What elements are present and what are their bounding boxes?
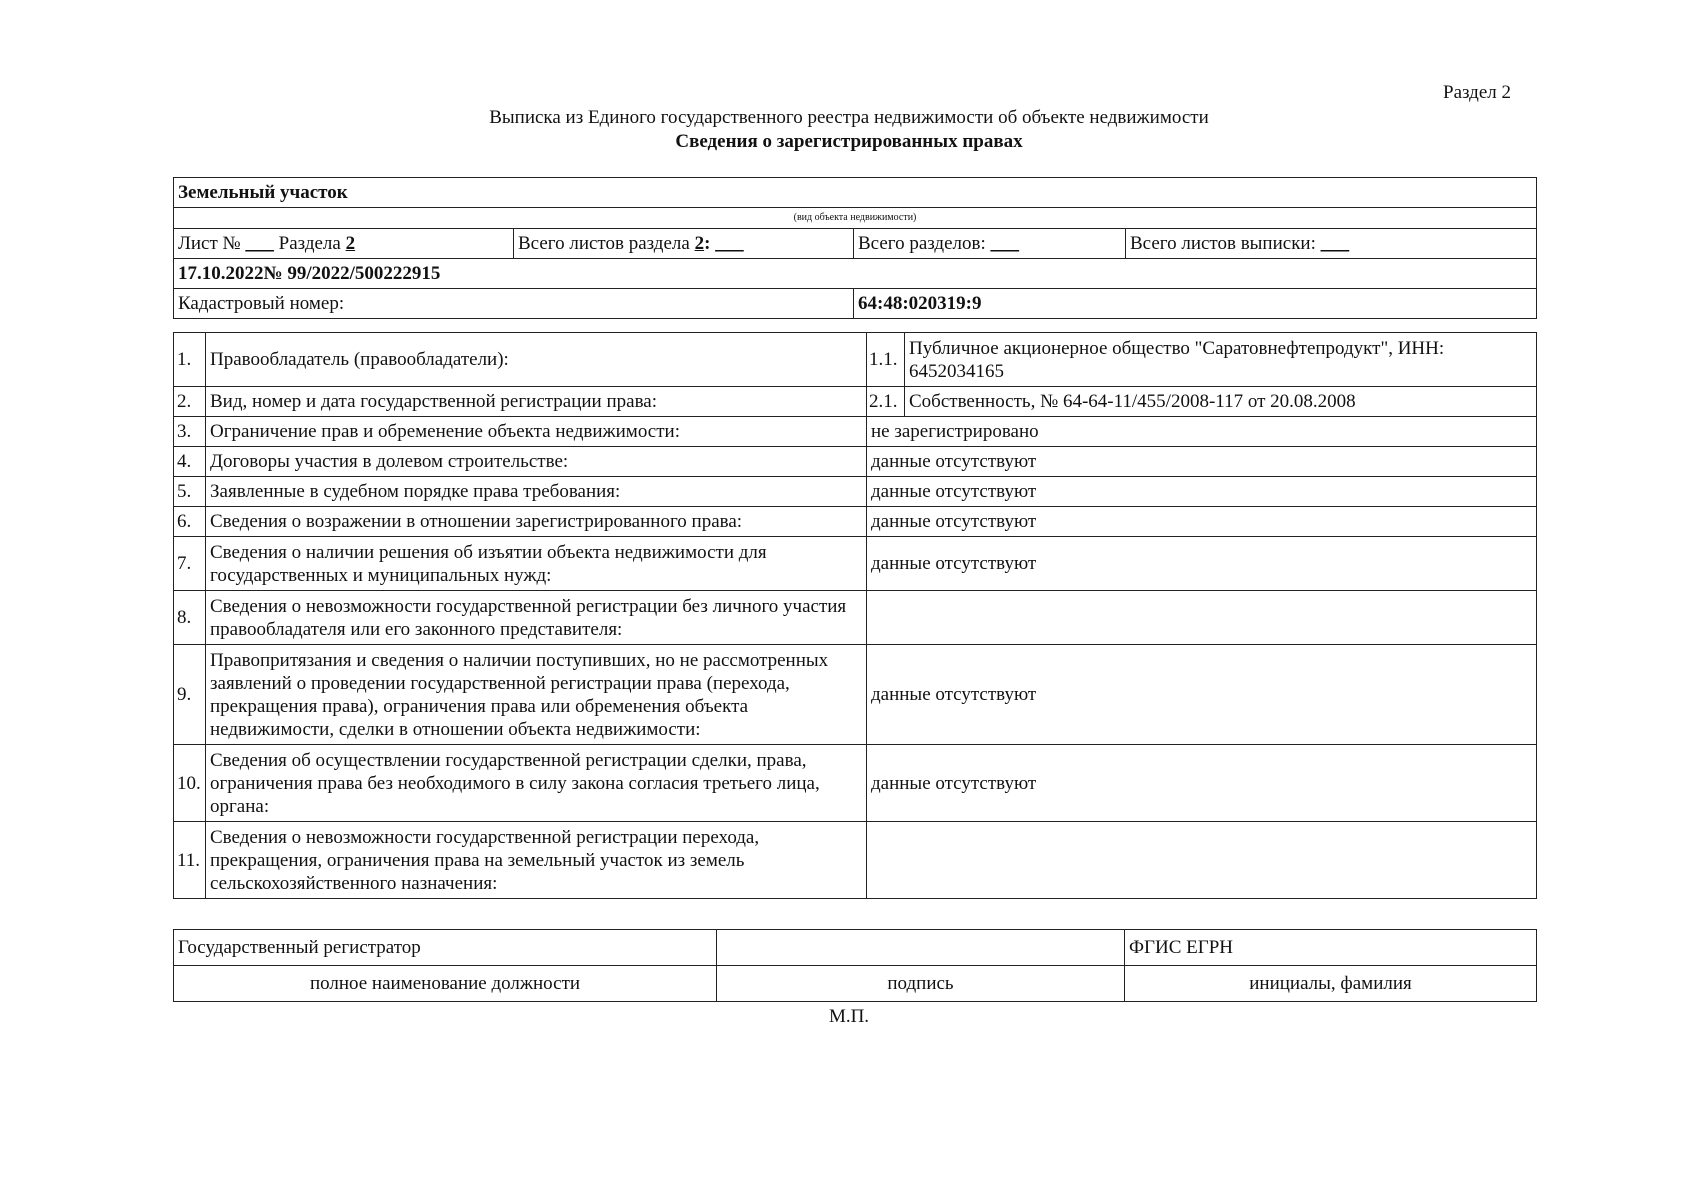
section-value: 2: [345, 233, 356, 254]
row-number: 10.: [174, 745, 206, 822]
row-label: Сведения о невозможности государственной регистрации без личного участия правообладателя или его законного представителя:: [206, 591, 867, 645]
title-block: [0, 106, 1698, 154]
row-label: Сведения об осуществлении государственной регистрации сделки, права, ограничения права без необходимого в силу закона согласия третьего лица, органа:: [206, 745, 867, 822]
row-label: Сведения о наличии решения об изъятии объекта недвижимости для государственных и муниципальных нужд:: [206, 537, 867, 591]
date-number: 17.10.2022№ 99/2022/500222915: [174, 259, 1537, 289]
signature-caption: подпись: [717, 966, 1125, 1002]
table-row: [174, 447, 1537, 477]
row-value: [867, 822, 1537, 899]
row-number: 6.: [174, 507, 206, 537]
row-number: 11.: [174, 822, 206, 899]
signature-table: [173, 929, 1537, 1002]
table-row: [174, 507, 1537, 537]
object-kind-caption: (вид объекта недвижимости): [174, 208, 1537, 229]
row-label: Правообладатель (правообладатели):: [206, 333, 867, 387]
table-row: [174, 591, 1537, 645]
row-number: 2.: [174, 387, 206, 417]
name-caption: инициалы, фамилия: [1125, 966, 1537, 1002]
document-subtitle: Сведения о зарегистрированных правах: [675, 131, 1023, 152]
table-row: [174, 333, 1537, 387]
cadastral-value: 64:48:020319:9: [854, 289, 1537, 319]
registrar-name: ФГИС ЕГРН: [1125, 930, 1537, 966]
total-sheets-extract-cell: [1126, 229, 1537, 259]
row-number: 9.: [174, 645, 206, 745]
row-number: 7.: [174, 537, 206, 591]
rights-table: [173, 332, 1537, 899]
row-value: данные отсутствуют: [867, 745, 1537, 822]
table-row: [174, 745, 1537, 822]
row-value: Собственность, № 64-64-11/455/2008-117 от 20.08.2008: [905, 387, 1537, 417]
registrar-position: Государственный регистратор: [174, 930, 717, 966]
position-caption: полное наименование должности: [174, 966, 717, 1002]
total-sheets-extract-label: Всего листов выписки:: [1130, 233, 1316, 254]
row-label: Заявленные в судебном порядке права требования:: [206, 477, 867, 507]
row-number: 4.: [174, 447, 206, 477]
row-value: Публичное акционерное общество "Саратовнефтепродукт", ИНН: 6452034165: [905, 333, 1537, 387]
total-sheets-section-label: Всего листов раздела: [518, 233, 690, 254]
row-value: данные отсутствуют: [867, 645, 1537, 745]
row-subnumber: 2.1.: [867, 387, 905, 417]
header-table: [173, 177, 1537, 319]
row-number: 8.: [174, 591, 206, 645]
row-label: Ограничение прав и обременение объекта недвижимости:: [206, 417, 867, 447]
row-number: 3.: [174, 417, 206, 447]
sheet-number-blank: ___: [245, 233, 274, 254]
stamp-label: М.П.: [828, 1006, 870, 1027]
row-label: Договоры участия в долевом строительстве:: [206, 447, 867, 477]
row-value: данные отсутствуют: [867, 507, 1537, 537]
section-label: Раздела: [278, 233, 341, 254]
total-sections-label: Всего разделов:: [858, 233, 986, 254]
table-row: [174, 387, 1537, 417]
row-value: [867, 591, 1537, 645]
total-sheets-extract-blank: ___: [1320, 233, 1350, 254]
registrar-signature: [717, 930, 1125, 966]
row-subnumber: 1.1.: [867, 333, 905, 387]
row-label: Сведения о возражении в отношении зарегистрированного права:: [206, 507, 867, 537]
total-sections-cell: [854, 229, 1126, 259]
row-label: Вид, номер и дата государственной регистрации права:: [206, 387, 867, 417]
table-row: [174, 477, 1537, 507]
table-row: [174, 417, 1537, 447]
total-sections-blank: ___: [990, 233, 1020, 254]
row-value: данные отсутствуют: [867, 447, 1537, 477]
total-sheets-section-blank: ___: [715, 233, 744, 254]
row-value: данные отсутствуют: [867, 477, 1537, 507]
table-row: [174, 645, 1537, 745]
row-number: 1.: [174, 333, 206, 387]
section-tag: Раздел 2: [1443, 82, 1511, 103]
object-kind: Земельный участок: [174, 178, 1537, 208]
table-row: [174, 822, 1537, 899]
row-value: не зарегистрировано: [867, 417, 1537, 447]
row-number: 5.: [174, 477, 206, 507]
sheet-number-label: Лист №: [178, 233, 241, 254]
sheet-number-cell: [174, 229, 514, 259]
row-label: Сведения о невозможности государственной регистрации перехода, прекращения, ограничения права на земельный участок из земель сельскохозяйственного назначения:: [206, 822, 867, 899]
total-sheets-section-value: 2: [694, 233, 705, 254]
table-row: [174, 537, 1537, 591]
row-value: данные отсутствуют: [867, 537, 1537, 591]
row-label: Правопритязания и сведения о наличии поступивших, но не рассмотренных заявлений о проведении государственной регистрации права (перехода, прекращения права), ограничения права или обременения объекта недвижимости, сделки в отношении объекта недвижимости:: [206, 645, 867, 745]
document-title: Выписка из Единого государственного реестра недвижимости об объекте недвижимости: [489, 107, 1209, 128]
cadastral-label: Кадастровый номер:: [174, 289, 854, 319]
total-sheets-section-cell: Всего листов раздела 2: ___: [514, 229, 854, 259]
